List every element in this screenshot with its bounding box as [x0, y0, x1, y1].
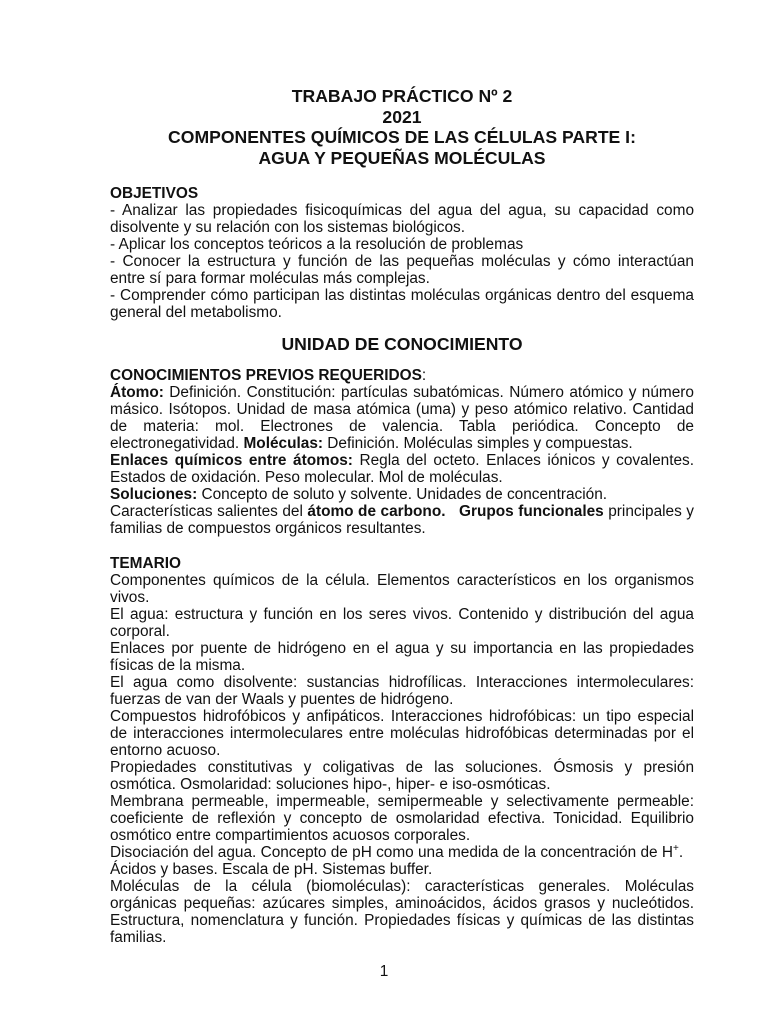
enlaces-label: Enlaces químicos entre átomos:: [110, 452, 353, 469]
grupos-label: Grupos funcionales: [458, 503, 604, 520]
page-number: 1: [379, 963, 389, 980]
unidad-title: UNIDAD DE CONOCIMIENTO: [281, 334, 523, 354]
conocimientos-heading-line: [110, 367, 694, 384]
carbono-label: átomo de carbono.: [307, 503, 446, 520]
soluciones-text: Concepto de soluto y solvente. Unidades de concentración.: [197, 486, 608, 503]
objetivo-item: - Analizar las propiedades fisicoquímicas del agua del agua, su capacidad como disolvente y su relación con los sistemas biológicos.: [110, 202, 694, 236]
title-line-2: 2021: [382, 106, 422, 127]
conocimientos-heading: CONOCIMIENTOS PREVIOS REQUERIDOS: [110, 367, 422, 384]
enlaces-text: Regla del octeto. Enlaces iónicos y covalentes. Estados de oxidación. Peso molecular. Mol de moléculas.: [110, 452, 694, 486]
temario-item: El agua: estructura y función en los seres vivos. Contenido y distribución del agua corporal.: [110, 606, 694, 640]
atomo-text: Definición. Constitución: partículas subatómicas. Número atómico y número másico. Isótopos. Unidad de masa atómica (uma) y peso atómico relativo. Cantidad de materia: mol. Electrones de valencia. Tabla periódica. Concepto de electronegatividad.: [110, 384, 694, 452]
objetivos-list: [110, 202, 694, 321]
moleculas-label: Moléculas:: [243, 435, 324, 452]
temario-item: Ácidos y bases. Escala de pH. Sistemas buffer.: [110, 861, 433, 878]
temario-item: Componentes químicos de la célula. Elementos característicos en los organismos vivos.: [110, 572, 694, 606]
title-line-3: COMPONENTES QUÍMICOS DE LAS CÉLULAS PARTE I:: [168, 127, 636, 147]
temario-item: El agua como disolvente: sustancias hidrofílicas. Interacciones intermoleculares: fuerzas de van der Waals y puentes de hidrógeno.: [110, 674, 694, 708]
atomo-paragraph: [110, 384, 694, 452]
temario-list: [110, 572, 694, 946]
temario-item: Moléculas de la célula (biomoléculas): características generales. Moléculas orgánicas pequeñas: azúcares simples, aminoácidos, ácidos grasos y nucleótidos. Estructura, nomenclatura y función. Propiedades físicas y químicas de las distintas familias.: [110, 878, 694, 946]
title-line-4: AGUA Y PEQUEÑAS MOLÉCULAS: [258, 147, 546, 168]
ph-text: Disociación del agua. Concepto de pH como una medida de la concentración de H: [110, 844, 673, 861]
carbono-paragraph: [110, 503, 694, 537]
objetivos-heading: OBJETIVOS: [110, 185, 199, 202]
temario-item: Compuestos hidrofóbicos y anfipáticos. Interacciones hidrofóbicas: un tipo especial de interacciones intermoleculares entre moléculas hidrofóbicas determinadas por el entorno acuoso.: [110, 708, 694, 759]
carbono-pre: Características salientes del: [110, 503, 308, 520]
grupos-text: principales y familias de compuestos orgánicos resultantes.: [110, 503, 694, 537]
document-title: [110, 86, 694, 168]
conocimientos-section: [110, 367, 694, 537]
conocimientos-heading-suffix: :: [421, 367, 427, 384]
objetivo-item: - Comprender cómo participan las distintas moléculas orgánicas dentro del esquema general del metabolismo.: [110, 287, 694, 321]
temario-item-ph: [110, 844, 694, 861]
soluciones-paragraph: [110, 486, 694, 503]
objetivo-item: - Conocer la estructura y función de las pequeñas moléculas y cómo interactúan entre sí para formar moléculas más complejas.: [110, 253, 694, 287]
temario-heading: TEMARIO: [110, 555, 181, 572]
moleculas-text: Definición. Moléculas simples y compuestas.: [323, 435, 633, 452]
temario-item: Propiedades constitutivas y coligativas de las soluciones. Ósmosis y presión osmótica. Osmolaridad: soluciones hipo-, hiper- e iso-osmóticas.: [110, 759, 694, 793]
soluciones-label: Soluciones:: [110, 486, 198, 503]
objetivo-item: - Aplicar los conceptos teóricos a la resolución de problemas: [110, 236, 524, 253]
ph-superscript: +: [672, 842, 679, 854]
ph-end: .: [678, 844, 684, 861]
page-content: [110, 86, 694, 946]
temario-item: Membrana permeable, impermeable, semipermeable y selectivamente permeable: coeficiente de reflexión y concepto de osmolaridad efectiva. Tonicidad. Equilibrio osmótico entre compartimientos acuosos corporales.: [110, 793, 694, 844]
atomo-label: Átomo:: [110, 384, 164, 401]
title-line-1: TRABAJO PRÁCTICO Nº 2: [291, 86, 513, 106]
temario-item: Enlaces por puente de hidrógeno en el agua y su importancia en las propiedades físicas de la misma.: [110, 640, 694, 674]
enlaces-paragraph: [110, 452, 694, 486]
